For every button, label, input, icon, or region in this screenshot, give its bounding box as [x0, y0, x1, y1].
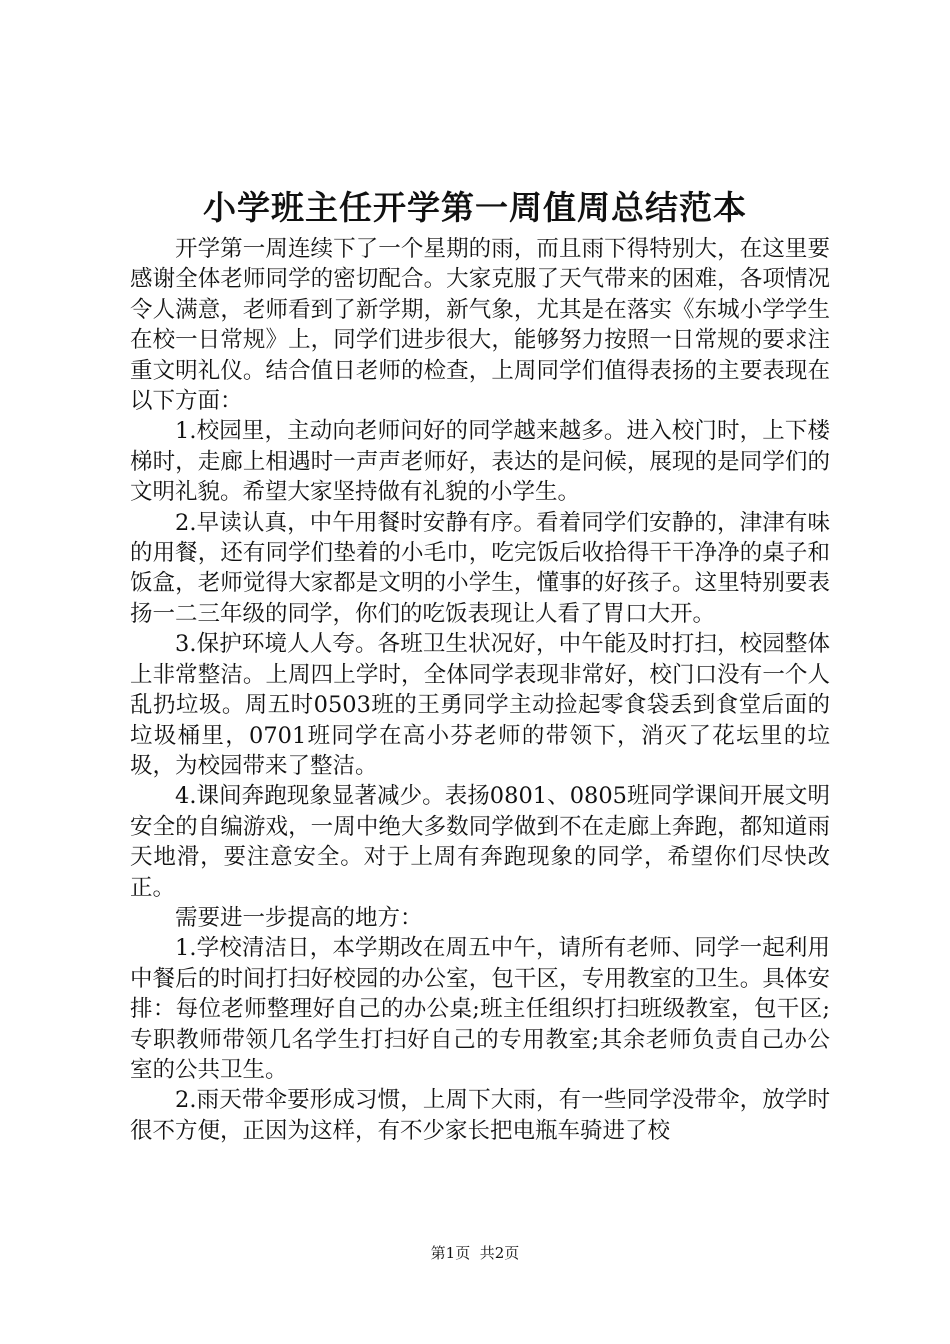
- page-total: 共2页: [479, 1244, 520, 1262]
- paragraph-point-2: 2.早读认真，中午用餐时安静有序。看着同学们安静的，津津有味的用餐，还有同学们垫着的小毛巾，吃完饭后收拾得干干净净的桌子和饭盒，老师觉得大家都是文明的小学生，懂事的好孩子。这里特别要表扬一二三年级的同学，你们的吃饭表现让人看了胃口大开。: [130, 509, 830, 627]
- page-number: 第1页: [430, 1244, 471, 1262]
- paragraph-intro: 开学第一周连续下了一个星期的雨，而且雨下得特别大，在这里要感谢全体老师同学的密切配合。大家克服了天气带来的困难，各项情况令人满意，老师看到了新学期，新气象，尤其是在落实《东城小学学生在校一日常规》上，同学们进步很大，能够努力按照一日常规的要求注重文明礼仪。结合值日老师的检查，上周同学们值得表扬的主要表现在以下方面：: [130, 236, 830, 415]
- paragraph-improvement-1: 1.学校清洁日，本学期改在周五中午，请所有老师、同学一起利用中餐后的时间打扫好校园的办公室，包干区，专用教室的卫生。具体安排：每位老师整理好自己的办公桌;班主任组织打扫班级教室，包干区;专职教师带领几名学生打扫好自己的专用教室;其余老师负责自己办公室的公共卫生。: [130, 935, 830, 1083]
- document-title: 小学班主任开学第一周值周总结范本: [203, 188, 747, 227]
- paragraph-point-1: 1.校园里，主动向老师问好的同学越来越多。进入校门时，上下楼梯时，走廊上相遇时一声声老师好，表达的是问候，展现的是同学们的文明礼貌。希望大家坚持做有礼貌的小学生。: [130, 418, 830, 506]
- paragraph-improvements-heading: 需要进一步提高的地方：: [175, 904, 423, 931]
- paragraph-improvement-2: 2.雨天带伞要形成习惯，上周下大雨，有一些同学没带伞，放学时很不方便，正因为这样，有不少家长把电瓶车骑进了校: [130, 1087, 830, 1144]
- paragraph-point-3: 3.保护环境人人夸。各班卫生状况好，中午能及时打扫，校园整体上非常整洁。上周四上学时，全体同学表现非常好，校门口没有一个人乱扔垃圾。周五时0503班的王勇同学主动捡起零食袋丢到食堂后面的垃圾桶里，0701班同学在高小芬老师的带领下，消灭了花坛里的垃圾，为校园带来了整洁。: [130, 631, 830, 779]
- footer-separator: [470, 1244, 480, 1262]
- page-footer: [0, 1243, 950, 1263]
- document-body: [130, 234, 830, 1146]
- paragraph-point-4: 4.课间奔跑现象显著减少。表扬0801、0805班同学课间开展文明安全的自编游戏，一周中绝大多数同学做到不在走廊上奔跑，都知道雨天地滑，要注意安全。对于上周有奔跑现象的同学，希望你们尽快改正。: [130, 783, 830, 901]
